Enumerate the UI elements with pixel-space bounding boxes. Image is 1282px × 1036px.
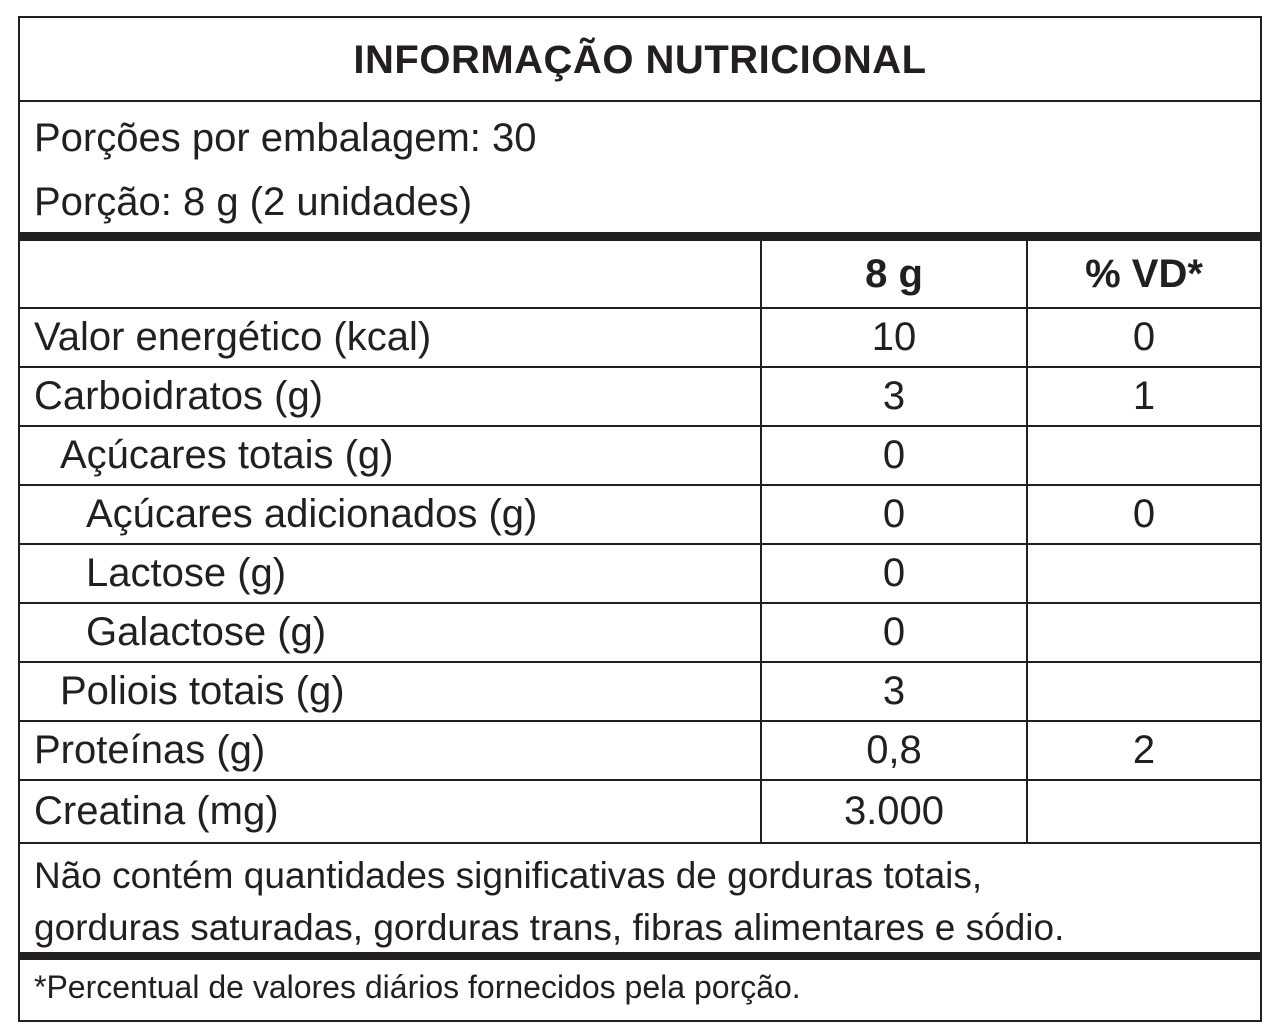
nutrient-dv: 2 — [1027, 721, 1260, 780]
nutrient-dv — [1027, 544, 1260, 603]
table-header-row — [20, 241, 1260, 308]
nutrient-amount: 0 — [761, 603, 1027, 662]
nutrient-dv — [1027, 603, 1260, 662]
nutrient-amount: 0 — [761, 544, 1027, 603]
nutrient-name: Valor energético (kcal) — [20, 308, 761, 367]
nutrient-name: Açúcares totais (g) — [20, 426, 761, 485]
table-row — [20, 308, 1260, 367]
nutrient-dv — [1027, 662, 1260, 721]
table-row — [20, 603, 1260, 662]
nutrient-dv: 1 — [1027, 367, 1260, 426]
label-title: INFORMAÇÃO NUTRICIONAL — [20, 18, 1260, 102]
nutrient-amount: 0 — [761, 485, 1027, 544]
nutrient-name: Creatina (mg) — [20, 780, 761, 843]
servings-section — [20, 102, 1260, 232]
serving-size: Porção: 8 g (2 unidades) — [34, 180, 473, 224]
nutrient-name: Galactose (g) — [20, 603, 761, 662]
nutrient-dv: 0 — [1027, 485, 1260, 544]
nutrient-amount: 3.000 — [761, 780, 1027, 843]
nutrient-name: Carboidratos (g) — [20, 367, 761, 426]
table-row — [20, 721, 1260, 780]
nutrient-name: Lactose (g) — [20, 544, 761, 603]
thick-divider — [20, 232, 1260, 241]
note-line-2: gorduras saturadas, gorduras trans, fibras alimentares e sódio. — [34, 907, 1065, 948]
nutrient-amount: 3 — [761, 662, 1027, 721]
nutrition-facts-label — [18, 16, 1262, 1022]
nutrient-name: Poliois totais (g) — [20, 662, 761, 721]
insignificant-amounts-note — [20, 844, 1260, 952]
nutrient-table — [20, 241, 1260, 844]
nutrient-amount: 10 — [761, 308, 1027, 367]
table-row — [20, 544, 1260, 603]
servings-per-package: Porções por embalagem: 30 — [34, 116, 537, 160]
nutrient-amount: 0,8 — [761, 721, 1027, 780]
nutrient-name: Proteínas (g) — [20, 721, 761, 780]
header-dv-cell: % VD* — [1027, 241, 1260, 308]
header-name-cell — [20, 241, 761, 308]
nutrient-dv — [1027, 426, 1260, 485]
nutrient-dv — [1027, 780, 1260, 843]
nutrient-name: Açúcares adicionados (g) — [20, 485, 761, 544]
daily-value-footnote: *Percentual de valores diários fornecidos pela porção. — [20, 952, 1260, 1014]
table-row — [20, 780, 1260, 843]
table-row — [20, 426, 1260, 485]
header-amount-cell: 8 g — [761, 241, 1027, 308]
table-row — [20, 367, 1260, 426]
nutrient-dv: 0 — [1027, 308, 1260, 367]
nutrient-amount: 3 — [761, 367, 1027, 426]
table-row — [20, 662, 1260, 721]
note-line-1: Não contém quantidades significativas de gorduras totais, — [34, 855, 983, 896]
nutrient-amount: 0 — [761, 426, 1027, 485]
table-row — [20, 485, 1260, 544]
